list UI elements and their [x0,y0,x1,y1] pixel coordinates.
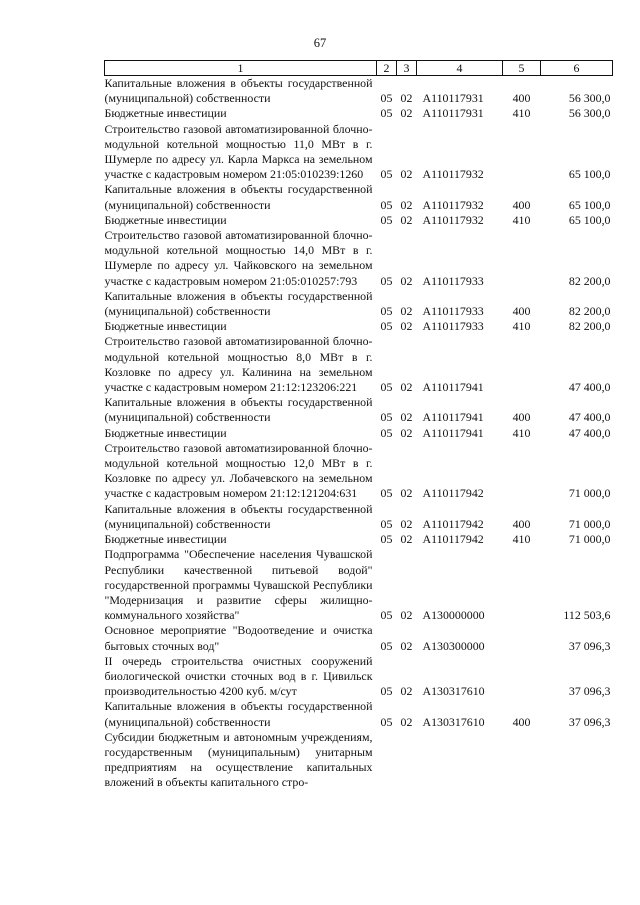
row-amount: 47 400,0 [568,380,611,395]
row-name: Бюджетные инвестиции [104,212,227,227]
table-row [105,76,613,107]
row-expense-type: 410 [512,319,531,334]
row-target-article: А110117932 [422,212,484,227]
row-target-article: А110117942 [422,486,484,501]
row-subsection: 02 [400,532,413,547]
row-amount: 56 300,0 [568,91,611,106]
table-row [105,547,613,623]
row-section: 05 [380,167,393,182]
row-target-article: А130300000 [422,638,485,653]
row-expense-type: 410 [512,106,531,121]
row-name: Строительство газовой автоматизированной блочно-модульной котельной мощностью 12,0 МВт в г. Козловке по адресу ул. Лобачевского на земельном участке с кадастровым номером 21:12:121204:631 [104,440,373,501]
row-name: Бюджетные инвестиции [104,106,227,121]
row-subsection: 02 [400,608,413,623]
row-expense-type: 400 [512,91,531,106]
row-subsection: 02 [400,486,413,501]
row-name: Бюджетные инвестиции [104,319,227,334]
row-section: 05 [380,319,393,334]
table-row [105,122,613,183]
row-target-article: А110117933 [422,319,484,334]
row-subsection: 02 [400,714,413,729]
row-name: Строительство газовой автоматизированной блочно-модульной котельной мощностью 14,0 МВт в г. Шумерле по адресу ул. Чайковского на земельном участке с кадастровым номером 21:05:010257:793 [104,228,373,288]
table-row [105,699,613,729]
row-amount: 71 000,0 [568,516,611,531]
row-target-article: А110117931 [422,106,484,121]
row-subsection: 02 [400,304,413,319]
table-row [105,106,613,121]
table-row [105,426,613,441]
row-section: 05 [380,380,393,395]
row-expense-type [503,654,541,700]
row-amount: 82 200,0 [568,319,611,334]
row-name: Капитальные вложения в объекты государственной (муниципальной) собственности [104,699,373,729]
header-col-1: 1 [105,61,377,76]
row-subsection: 02 [400,319,413,334]
row-subsection: 02 [400,212,413,227]
row-subsection: 02 [400,425,413,440]
row-name: Капитальные вложения в объекты государственной (муниципальной) собственности [104,501,373,531]
table-header [105,61,613,76]
row-section: 05 [380,486,393,501]
table-row [105,532,613,547]
header-col-2: 2 [377,61,397,76]
budget-table [104,60,613,791]
row-name: Бюджетные инвестиции [104,425,227,440]
row-section [377,730,397,791]
row-expense-type [503,228,541,289]
table-row [105,654,613,700]
row-amount: 112 503,6 [563,608,611,623]
row-target-article: А110117942 [422,532,484,547]
row-target-article: А130317610 [422,714,485,729]
table-row [105,289,613,319]
row-target-article: А110117932 [422,167,484,182]
header-col-6: 6 [541,61,613,76]
row-name: Строительство газовой автоматизированной блочно-модульной котельной мощностью 8,0 МВт в г. Козловке по адресу ул. Калинина на земельном участке с кадастровым номером 21:12:123206:221 [104,334,373,395]
row-name: Капитальные вложения в объекты государственной (муниципальной) собственности [104,395,373,425]
row-name: Бюджетные инвестиции [104,532,227,547]
row-expense-type: 410 [512,212,531,227]
table-row [105,502,613,532]
row-amount: 82 200,0 [568,304,611,319]
row-target-article: А110117941 [422,425,484,440]
page-number: 67 [313,36,327,50]
row-section: 05 [380,91,393,106]
row-section: 05 [380,212,393,227]
table-row [105,228,613,289]
row-expense-type [503,547,541,623]
row-amount: 37 096,3 [568,684,611,699]
row-subsection [397,730,417,791]
row-name: Основное мероприятие "Водоотведение и очистка бытовых сточных вод" [104,623,373,653]
table-row [105,623,613,653]
row-section: 05 [380,608,393,623]
row-name: II очередь строительства очистных сооружений биологической очистки сточных вод в г. Цивильск производительностью 4200 куб. м/сут [104,653,373,699]
table-row [105,213,613,228]
row-subsection: 02 [400,516,413,531]
table-row [105,319,613,334]
table-body [105,76,613,791]
row-subsection: 02 [400,197,413,212]
row-section: 05 [380,410,393,425]
row-amount: 47 400,0 [568,410,611,425]
row-expense-type [503,730,541,791]
row-target-article [417,730,503,791]
row-subsection: 02 [400,380,413,395]
row-target-article: А110117933 [422,273,484,288]
header-col-3: 3 [397,61,417,76]
row-name: Капитальные вложения в объекты государственной (муниципальной) собственности [104,288,373,319]
row-section: 05 [380,714,393,729]
row-expense-type: 400 [512,197,531,212]
row-expense-type: 400 [512,410,531,425]
row-target-article: А130000000 [422,608,485,623]
row-subsection: 02 [400,106,413,121]
row-expense-type: 410 [512,532,531,547]
row-amount: 71 000,0 [568,486,611,501]
row-subsection: 02 [400,273,413,288]
header-col-5: 5 [503,61,541,76]
row-target-article: А110117942 [422,516,484,531]
row-target-article: А130317610 [422,684,485,699]
row-section: 05 [380,304,393,319]
row-section: 05 [380,425,393,440]
row-subsection: 02 [400,638,413,653]
table-row [105,441,613,502]
row-expense-type [503,122,541,183]
table-row [105,182,613,212]
row-amount: 65 100,0 [568,167,611,182]
row-section: 05 [380,532,393,547]
row-section: 05 [380,273,393,288]
row-name: Строительство газовой автоматизированной блочно-модульной котельной мощностью 11,0 МВт в г. Шумерле по адресу ул. Карла Маркса на земельном участке с кадастровым номером 21:05:010239:1260 [104,121,373,182]
row-expense-type: 410 [512,425,531,440]
row-subsection: 02 [400,410,413,425]
row-amount: 56 300,0 [568,106,611,121]
table-row [105,730,613,791]
row-target-article: А110117933 [422,304,484,319]
row-amount: 65 100,0 [568,212,611,227]
row-target-article: А110117931 [422,91,484,106]
row-name: Капитальные вложения в объекты государственной (муниципальной) собственности [104,182,373,212]
row-amount: 71 000,0 [568,532,611,547]
table-row [105,395,613,425]
row-amount [541,730,613,791]
row-expense-type: 400 [512,516,531,531]
row-name: Подпрограмма "Обеспечение населения Чувашской Республики качественной питьевой водой" государственной программы Чувашской Республики "Модернизация и развитие сферы жилищно-коммунального хозяйства" [104,547,373,623]
row-subsection: 02 [400,167,413,182]
row-expense-type [503,441,541,502]
row-amount: 47 400,0 [568,425,611,440]
row-section: 05 [380,638,393,653]
row-subsection: 02 [400,91,413,106]
row-target-article: А110117941 [422,380,484,395]
table-row [105,334,613,395]
row-target-article: А110117932 [422,197,484,212]
row-target-article: А110117941 [422,410,484,425]
row-section: 05 [380,684,393,699]
row-amount: 82 200,0 [568,273,611,288]
row-expense-type [503,623,541,653]
row-amount: 37 096,3 [568,638,611,653]
row-section: 05 [380,197,393,212]
row-section: 05 [380,516,393,531]
row-subsection: 02 [400,684,413,699]
row-expense-type [503,334,541,395]
row-expense-type: 400 [512,304,531,319]
row-expense-type: 400 [512,714,531,729]
header-col-4: 4 [417,61,503,76]
row-amount: 37 096,3 [568,714,611,729]
row-section: 05 [380,106,393,121]
row-name: Субсидии бюджетным и автономным учреждениям, государственным (муниципальным) унитарным предприятиям на осуществление капитальных вложений в объекты капитального стро- [104,729,373,790]
row-name: Капитальные вложения в объекты государственной (муниципальной) собственности [104,76,373,106]
row-amount: 65 100,0 [568,197,611,212]
